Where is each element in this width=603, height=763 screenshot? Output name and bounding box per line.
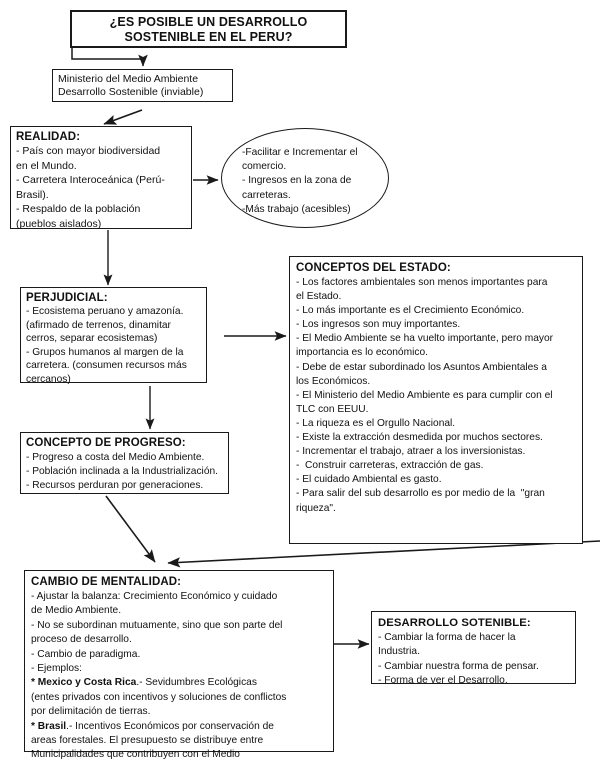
realidad-heading: REALIDAD: [16, 131, 81, 143]
perjudicial-line: - Ecosistema peruano y amazonía. [26, 306, 184, 317]
node-realidad [10, 126, 192, 229]
cambio-line: - Ejemplos: [31, 663, 82, 675]
cambio-example-mexico [31, 676, 327, 690]
conceptos-line: - Lo más importante es el Crecimiento Económico. [296, 305, 525, 317]
title-line-1: ¿ES POSIBLE UN DESARROLLO [109, 15, 308, 29]
ministerio-line-1: Ministerio del Medio Ambiente [58, 73, 199, 85]
perjudicial-line: - Grupos humanos al margen de la [26, 346, 184, 358]
realidad-line: - Carretera Interoceánica (Perú- [16, 174, 165, 187]
conceptos-line: - Construir carreteras, extracción de gas. [296, 460, 484, 472]
cambio-line: - No se subordinan mutuamente, sino que son parte del [31, 619, 283, 631]
cambio-line: Municipalidades que contribuyen con el Medio [31, 749, 240, 761]
conceptos-line: importancia es lo económico. [296, 347, 428, 359]
connector-progreso-to-cambio [106, 496, 155, 562]
conceptos-line: el Estado. [296, 291, 342, 303]
node-beneficios-ellipse [221, 128, 389, 228]
cambio-line: de Medio Ambiente. [31, 605, 122, 617]
conceptos-line: - Incrementar el trabajo, atraer a los inversionistas. [296, 446, 526, 458]
progreso-line: - Recursos perduran por generaciones. [26, 480, 204, 492]
node-cambio-de-mentalidad [24, 570, 334, 761]
conceptos-line: los Económicos. [296, 375, 371, 387]
desarrollo-line: - Forma de ver el Desarrollo. [378, 675, 508, 687]
perjudicial-line: carretera. (consumen recursos más [26, 360, 187, 372]
perjudicial-line: cerros, separar ecosistemas) [26, 333, 158, 345]
progreso-heading: CONCEPTO DE PROGRESO: [26, 437, 186, 449]
desarrollo-line: Industria. [378, 646, 420, 658]
realidad-line: Brasil). [16, 188, 49, 201]
cambio-line: - Cambio de paradigma. [31, 648, 141, 660]
connector-ministerio-to-realidad [104, 110, 142, 124]
conceptos-line: - Para salir del sub desarrollo es por medio de la "gran [296, 488, 545, 500]
realidad-line: - Respaldo de la población [16, 203, 141, 216]
cambio-example-brasil-rest: .- Incentivos Económicos por conservación de [66, 720, 274, 732]
cambio-line: proceso de desarrollo. [31, 634, 132, 646]
conceptos-line: - Debe de estar subordinado los Asuntos Ambientales a [296, 361, 547, 373]
cambio-example-brasil-label: * Brasil [31, 720, 67, 732]
beneficios-line: -Más trabajo (acesibles) [242, 203, 351, 215]
node-desarrollo-sotenible [371, 611, 576, 687]
conceptos-line: - El Ministerio del Medio Ambiente es para cumplir con el [296, 389, 553, 401]
realidad-line: en el Mundo. [16, 159, 77, 172]
desarrollo-line: - Cambiar la forma de hacer la [378, 632, 516, 643]
ministerio-line-2: Desarrollo Sostenible (inviable) [58, 86, 204, 98]
desarrollo-heading: DESARROLLO SOTENIBLE: [378, 617, 531, 629]
beneficios-line: -Facilitar e Incrementar el [242, 147, 358, 158]
node-concepto-de-progreso [20, 432, 229, 494]
beneficios-line: comercio. [242, 161, 287, 173]
cambio-example-mexico-label: * Mexico y Costa Rica [31, 677, 137, 689]
cambio-line: areas forestales. El presupuesto se distribuye entre [31, 735, 264, 747]
conceptos-line: - El Medio Ambiente se ha vuelto importante, pero mayor [296, 333, 554, 345]
cambio-line: (entes privados con incentivos y soluciones de conflictos [31, 691, 287, 703]
conceptos-line: TLC con EEUU. [296, 403, 369, 415]
node-perjudicial [20, 287, 207, 383]
perjudicial-line: (afirmado de terrenos, dinamitar [26, 319, 171, 331]
cambio-heading: CAMBIO DE MENTALIDAD: [31, 576, 182, 588]
conceptos-line: - Los factores ambientales son menos importantes para [296, 277, 548, 288]
realidad-line: - País con mayor biodiversidad [16, 145, 161, 157]
connector-title-to-ministerio [72, 48, 143, 66]
beneficios-line: carreteras. [242, 189, 291, 201]
conceptos-line: riqueza". [296, 502, 336, 514]
desarrollo-line: - Cambiar nuestra forma de pensar. [378, 660, 539, 672]
cambio-example-brasil [31, 720, 327, 734]
conceptos-line: - La riqueza es el Orgullo Nacional. [296, 417, 456, 429]
title-line-2: SOSTENIBLE EN EL PERU? [124, 30, 293, 44]
perjudicial-line: cercanos) [26, 373, 71, 385]
conceptos-line: - Los ingresos son muy importantes. [296, 319, 461, 331]
cambio-line: por delimitación de tierras. [31, 706, 151, 718]
node-title-question [70, 10, 347, 48]
realidad-line: (pueblos aislados) [16, 217, 102, 230]
connector-conceptos-to-cambio [168, 541, 600, 563]
perjudicial-heading: PERJUDICIAL: [26, 292, 108, 304]
cambio-line: - Ajustar la balanza: Crecimiento Económico y cuidado [31, 591, 278, 602]
cambio-example-mexico-rest: .- Sevidumbres Ecológicas [136, 677, 257, 689]
progreso-line: - Población inclinada a la Industrialización. [26, 466, 218, 478]
progreso-line: - Progreso a costa del Medio Ambiente. [26, 452, 205, 463]
node-ministerio-medio-ambiente [52, 69, 233, 102]
conceptos-line: - El cuidado Ambiental es gasto. [296, 474, 442, 486]
conceptos-line: - Existe la extracción desmedida por muchos sectores. [296, 432, 543, 444]
beneficios-line: - Ingresos en la zona de [242, 175, 352, 187]
conceptos-heading: CONCEPTOS DEL ESTADO: [296, 262, 451, 274]
node-conceptos-del-estado [289, 256, 583, 544]
